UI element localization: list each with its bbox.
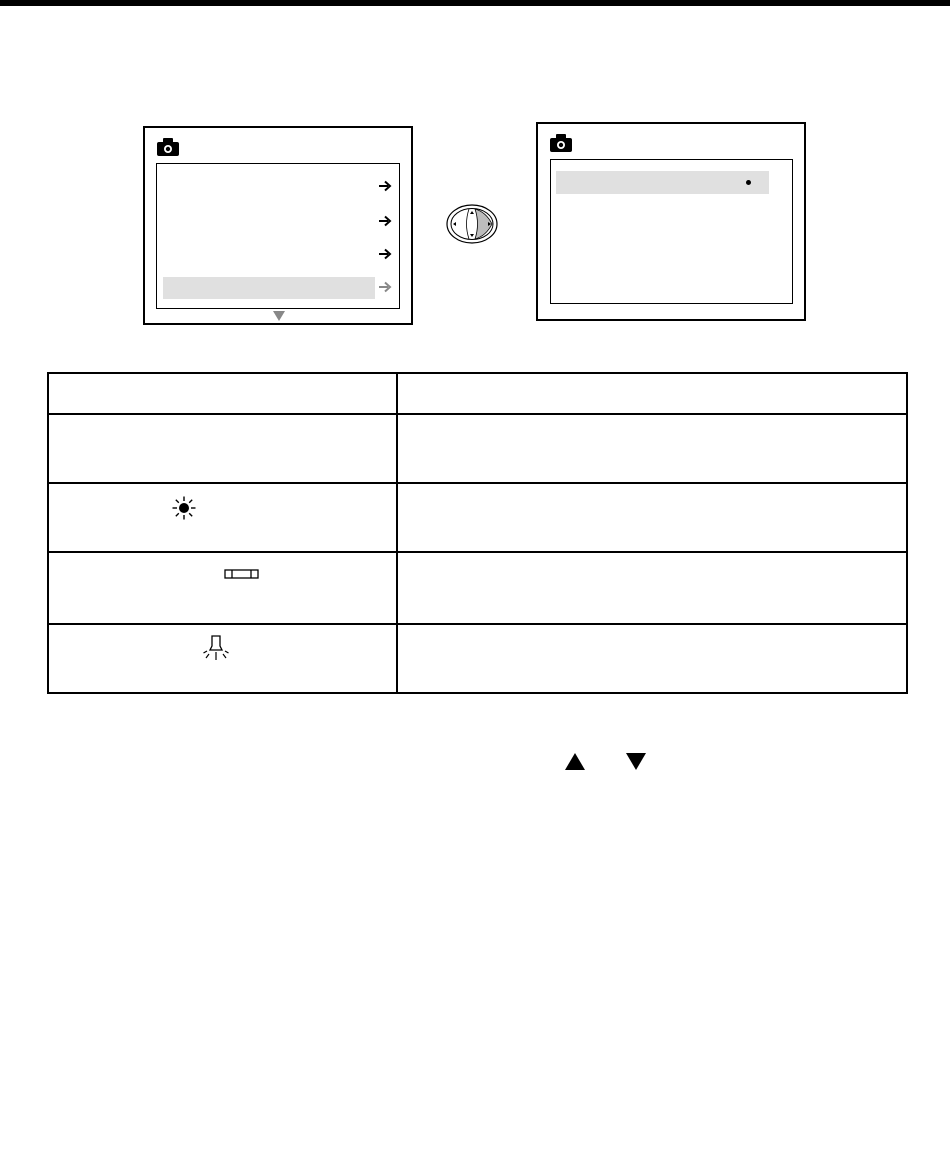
table-cell-description (397, 624, 907, 693)
fluorescent-icon (224, 568, 259, 580)
table-row (48, 483, 907, 552)
arrow-right-icon (379, 180, 393, 192)
table-row (48, 414, 907, 483)
table-cell-description (397, 552, 907, 624)
menu-item-2[interactable] (163, 211, 375, 233)
table-row (48, 624, 907, 693)
dot-icon (746, 180, 751, 185)
table-header-description (397, 373, 907, 414)
sun-icon (172, 496, 196, 520)
top-rule (0, 0, 950, 6)
table-cell-setting (48, 624, 397, 693)
table-cell-setting (48, 414, 397, 483)
menu-screen (143, 126, 413, 325)
camera-icon (550, 134, 572, 152)
menu-item-3[interactable] (163, 244, 375, 266)
table-cell-setting (48, 552, 397, 624)
option-item-selected[interactable] (556, 171, 769, 194)
triangle-up-icon (565, 753, 585, 770)
table-row (48, 552, 907, 624)
settings-table (47, 372, 908, 694)
arrow-right-icon (379, 215, 393, 227)
menu-item-4-selected[interactable] (163, 277, 375, 299)
triangle-down-icon (626, 753, 646, 770)
menu-panel (156, 163, 400, 309)
camera-icon (157, 138, 179, 156)
table-cell-description (397, 414, 907, 483)
options-screen (536, 122, 806, 321)
table-cell-setting (48, 483, 397, 552)
menu-item-1[interactable] (163, 176, 375, 198)
bulb-icon (203, 635, 229, 661)
four-way-controller-icon[interactable] (446, 204, 498, 244)
table-header-setting (48, 373, 397, 414)
arrow-right-icon (379, 281, 393, 293)
table-cell-description (397, 483, 907, 552)
arrow-right-icon (379, 248, 393, 260)
table-header-row (48, 373, 907, 414)
triangle-down-icon (273, 311, 285, 321)
options-panel (550, 159, 793, 304)
